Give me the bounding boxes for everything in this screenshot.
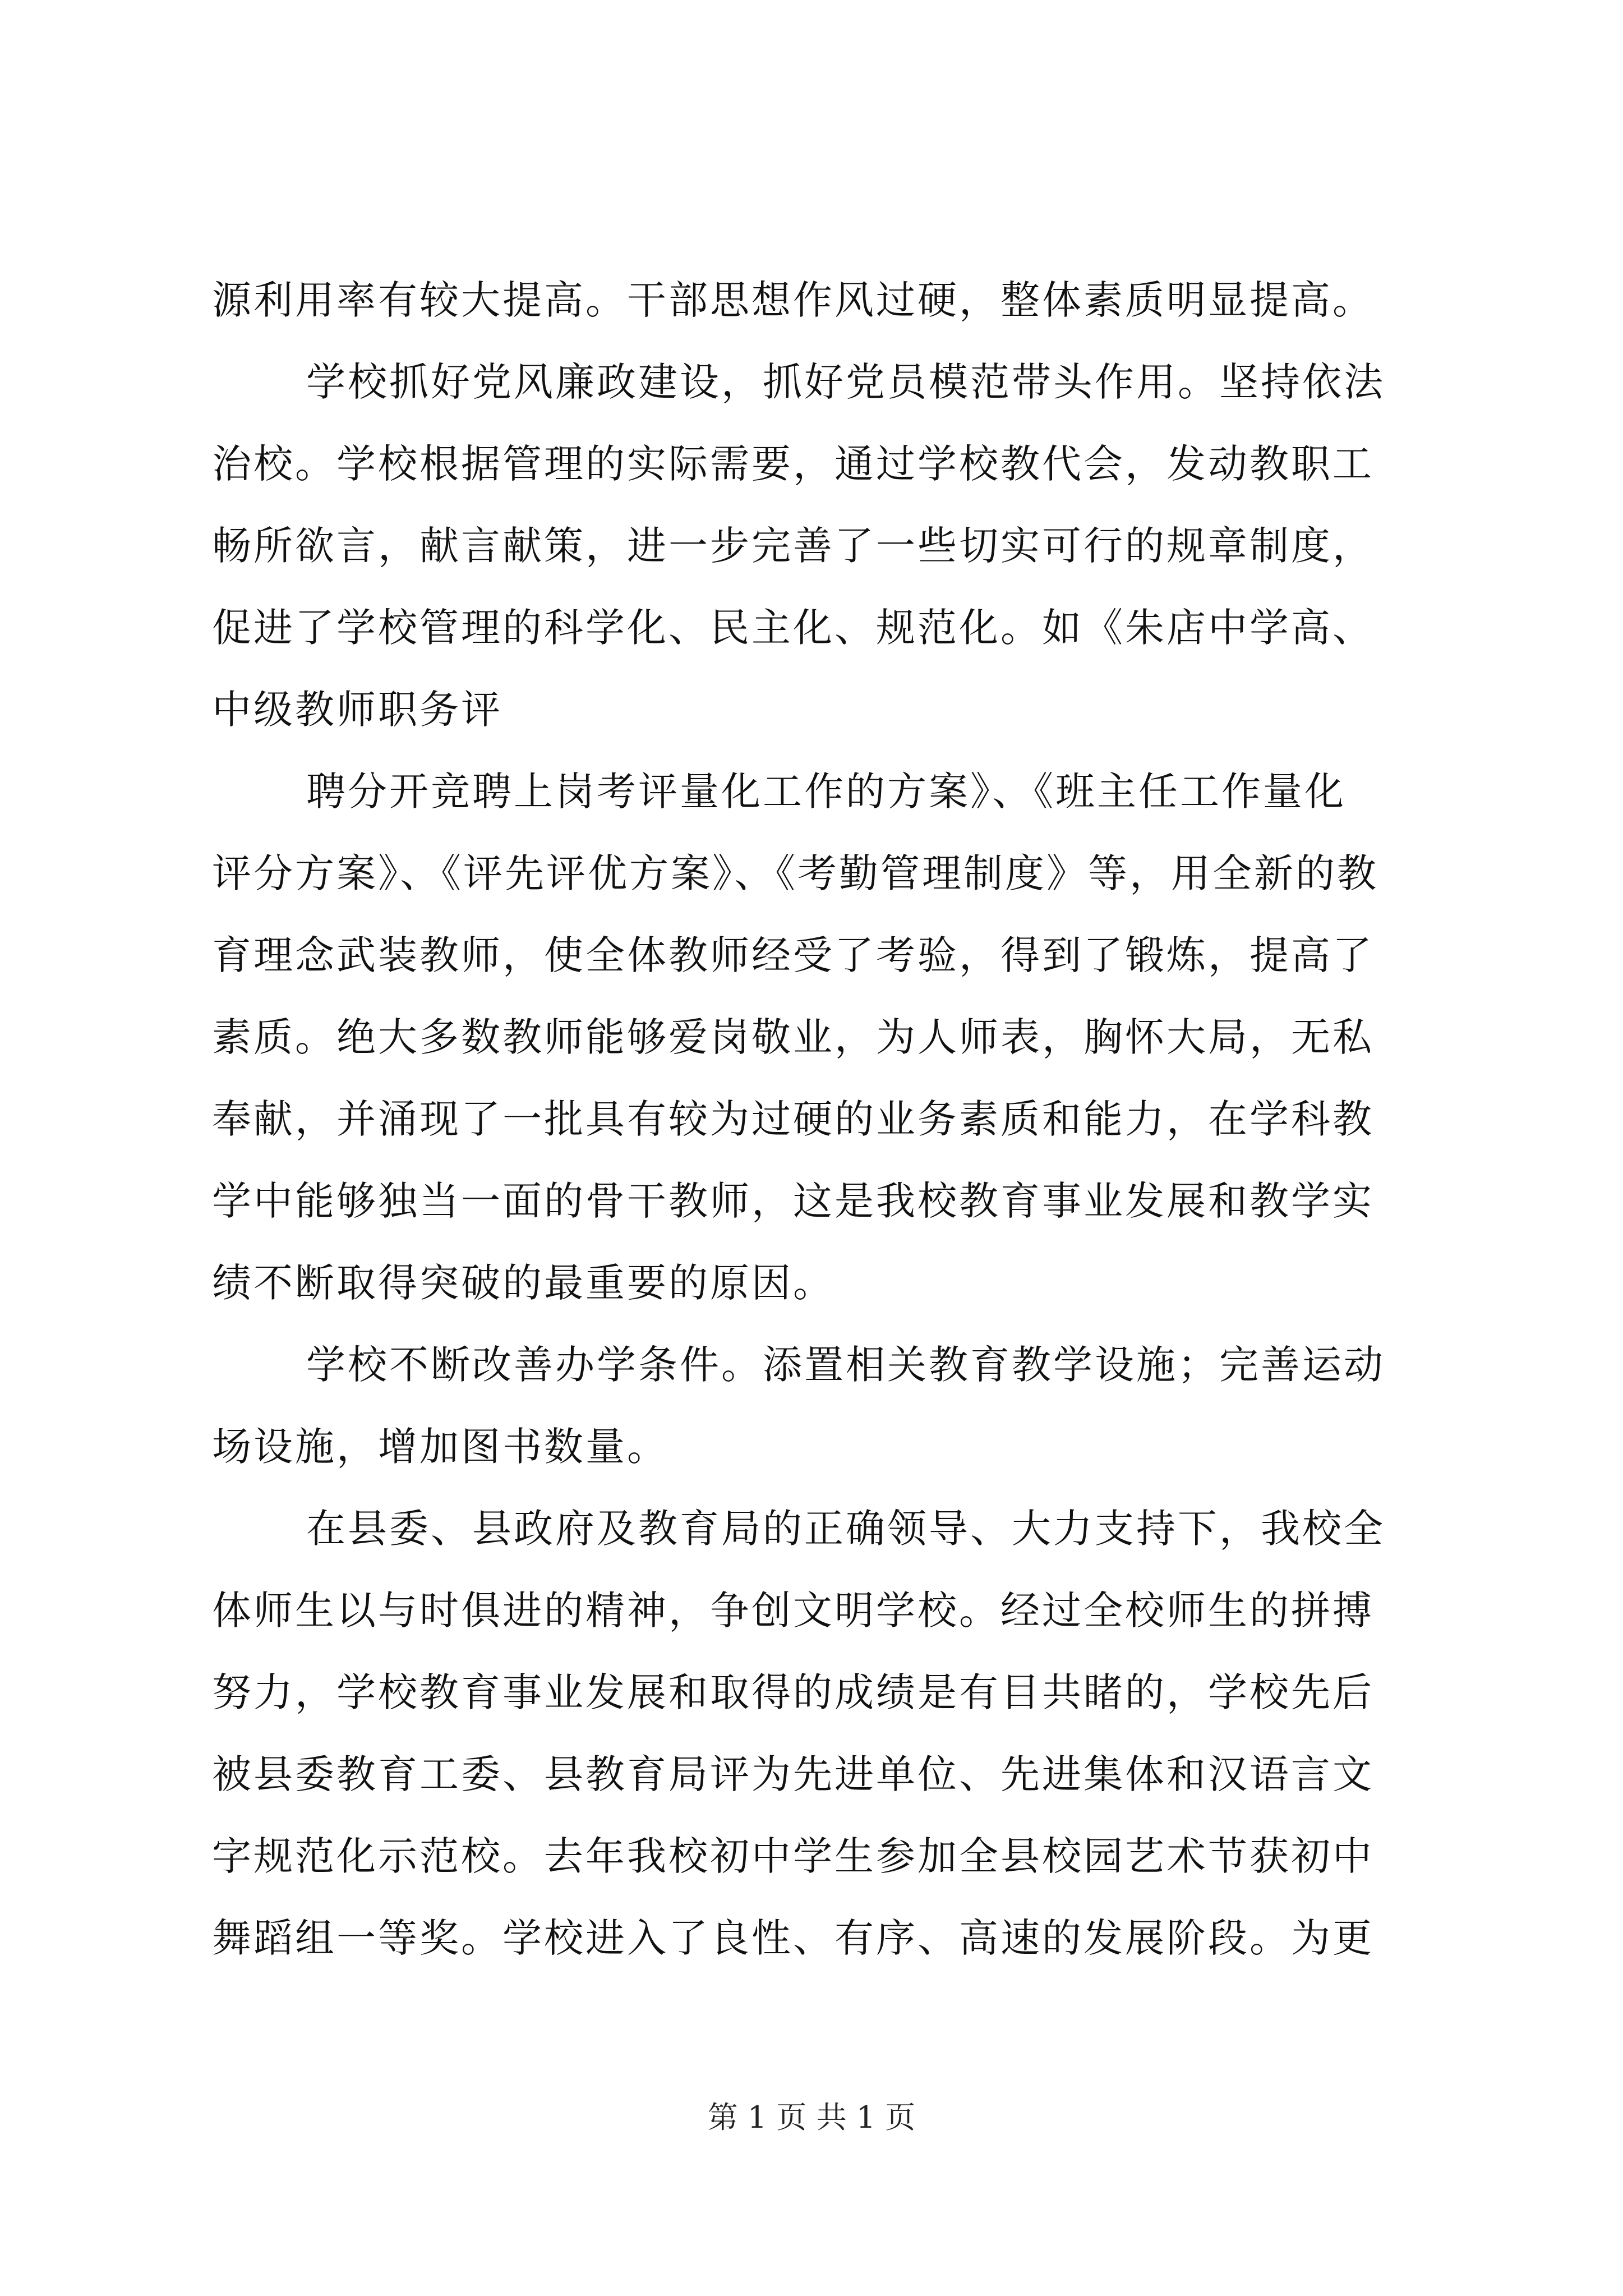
text-line: 育理念武装教师，使全体教师经受了考验，得到了锻炼，提高了	[212, 932, 1374, 978]
page-number-footer: 第 1 页 共 1 页	[707, 2100, 916, 2135]
paragraph-first-line: 在县委、县政府及教育局的正确领导、大力支持下，我校全	[306, 1506, 1385, 1552]
text-line: 学中能够独当一面的骨干教师，这是我校教育事业发展和教学实	[212, 1178, 1374, 1224]
text-line: 场设施，增加图书数量。	[212, 1424, 668, 1470]
text-line: 努力，学校教育事业发展和取得的成绩是有目共睹的，学校先后	[212, 1669, 1374, 1715]
text-line: 畅所欲言，献言献策，进一步完善了一些切实可行的规章制度，	[212, 523, 1374, 569]
paragraph-first-line: 学校不断改善办学条件。添置相关教育教学设施；完善运动	[306, 1342, 1385, 1388]
document-body	[212, 259, 1418, 1979]
text-line: 素质。绝大多数教师能够爱岗敬业，为人师表，胸怀大局，无私	[212, 1014, 1374, 1060]
text-line: 促进了学校管理的科学化、民主化、规范化。如《朱店中学高、	[212, 605, 1374, 651]
text-line: 源利用率有较大提高。干部思想作风过硬，整体素质明显提高。	[212, 277, 1374, 323]
text-line: 舞蹈组一等奖。学校进入了良性、有序、高速的发展阶段。为更	[212, 1915, 1374, 1961]
paragraph-first-line: 聘分开竞聘上岗考评量化工作的方案》、《班主任工作量化	[306, 769, 1346, 815]
text-line: 体师生以与时俱进的精神，争创文明学校。经过全校师生的拼搏	[212, 1588, 1374, 1634]
text-line: 中级教师职务评	[212, 687, 502, 733]
text-line: 字规范化示范校。去年我校初中学生参加全县校园艺术节获初中	[212, 1833, 1374, 1879]
text-line: 评分方案》、《评先评优方案》、《考勤管理制度》等，用全新的教	[212, 850, 1378, 896]
text-line: 治校。学校根据管理的实际需要，通过学校教代会，发动教职工	[212, 441, 1374, 487]
paragraph-first-line: 学校抓好党风廉政建设，抓好党员模范带头作用。坚持依法	[306, 359, 1385, 405]
text-line: 奉献，并涌现了一批具有较为过硬的业务素质和能力，在学科教	[212, 1096, 1374, 1142]
text-line: 被县委教育工委、县教育局评为先进单位、先进集体和汉语言文	[212, 1751, 1374, 1797]
text-line: 绩不断取得突破的最重要的原因。	[212, 1260, 834, 1306]
